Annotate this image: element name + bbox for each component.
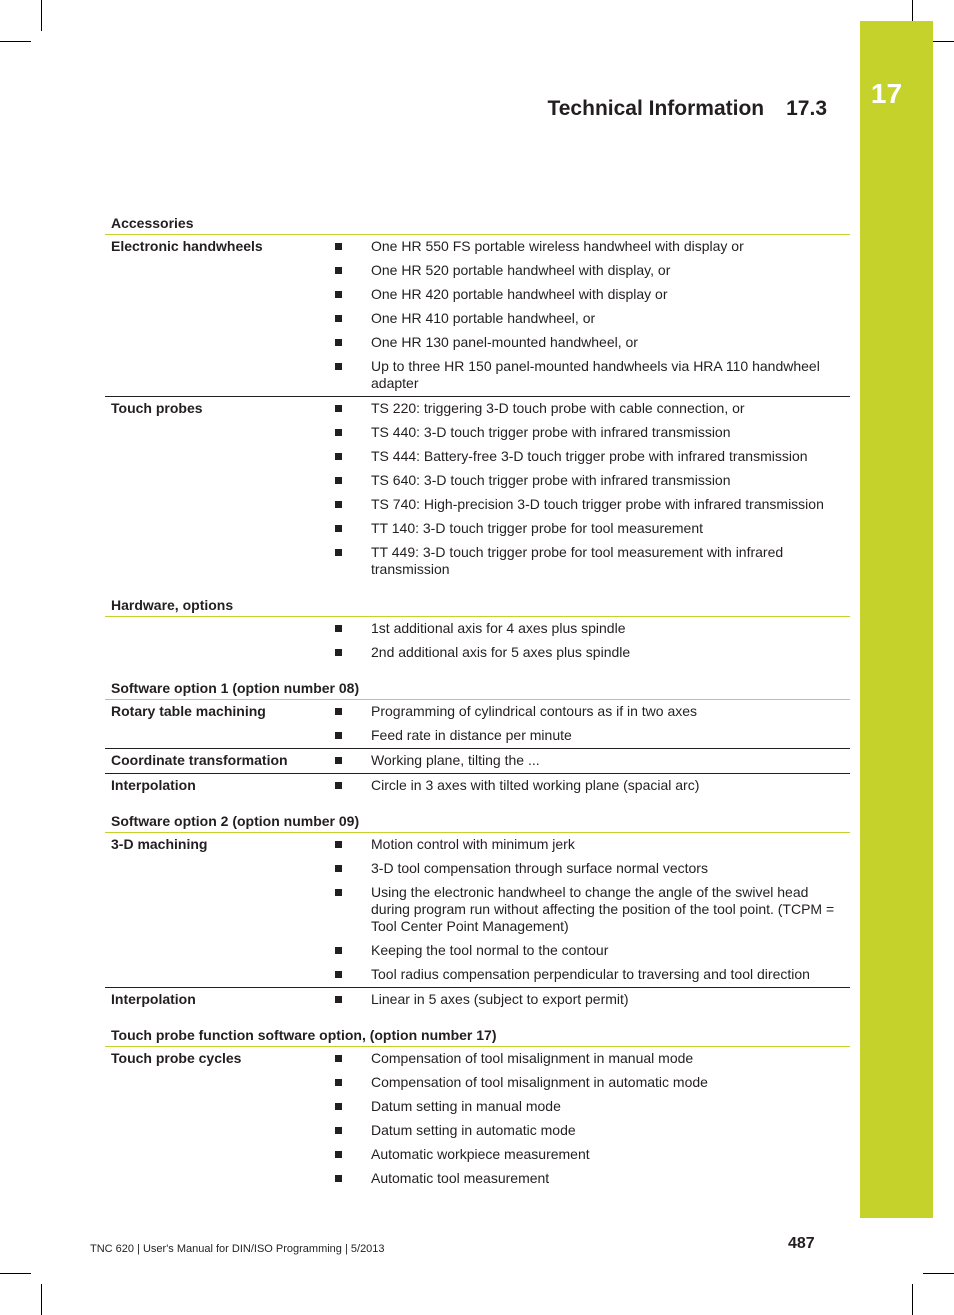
square-bullet-icon	[335, 453, 342, 460]
list-item	[334, 939, 850, 963]
list-item	[334, 517, 850, 541]
list-item-text: TS 440: 3-D touch trigger probe with infrared transmission	[371, 424, 731, 440]
section-title: Software option 2 (option number 09)	[105, 810, 850, 833]
square-bullet-icon	[335, 649, 342, 656]
list-item-text: Automatic workpiece measurement	[371, 1146, 590, 1162]
square-bullet-icon	[335, 708, 342, 715]
list-item	[334, 857, 850, 881]
list-item	[334, 617, 850, 641]
list-item	[334, 833, 850, 857]
section-title: Accessories	[105, 212, 850, 235]
list-item-text: Tool radius compensation perpendicular to traversing and tool direction	[371, 966, 810, 982]
list-item	[334, 307, 850, 331]
list-item	[334, 1095, 850, 1119]
bullet-list	[334, 749, 850, 773]
list-item	[334, 355, 850, 396]
table-row	[105, 988, 850, 1012]
list-item	[334, 1119, 850, 1143]
square-bullet-icon	[335, 732, 342, 739]
list-item	[334, 541, 850, 582]
square-bullet-icon	[335, 291, 342, 298]
list-item-text: Linear in 5 axes (subject to export permit)	[371, 991, 629, 1007]
list-item-text: TS 740: High-precision 3-D touch trigger probe with infrared transmission	[371, 496, 824, 512]
list-item-text: Keeping the tool normal to the contour	[371, 942, 609, 958]
header-title: Technical Information	[547, 97, 765, 120]
list-item	[334, 1071, 850, 1095]
list-item-text: One HR 130 panel-mounted handwheel, or	[371, 334, 638, 350]
list-item	[334, 749, 850, 773]
list-item	[334, 1167, 850, 1191]
list-item	[334, 493, 850, 517]
list-item-text: 2nd additional axis for 5 axes plus spindle	[371, 644, 631, 660]
list-item	[334, 283, 850, 307]
page-header	[547, 97, 827, 121]
list-item	[334, 881, 850, 939]
list-item-text: Feed rate in distance per minute	[371, 727, 572, 743]
square-bullet-icon	[335, 971, 342, 978]
bullet-list	[334, 235, 850, 396]
list-item-text: Using the electronic handwheel to change the angle of the swivel head during program run without affecting the position of the tool point. (TCPM = Tool Center Point Management)	[371, 884, 835, 934]
bullet-list	[334, 700, 850, 748]
square-bullet-icon	[335, 947, 342, 954]
square-bullet-icon	[335, 525, 342, 532]
square-bullet-icon	[335, 405, 342, 412]
row-label: Coordinate transformation	[111, 752, 288, 768]
list-item-text: Programming of cylindrical contours as if in two axes	[371, 703, 698, 719]
square-bullet-icon	[335, 1079, 342, 1086]
table-row	[105, 833, 850, 988]
row-label: Electronic handwheels	[111, 238, 263, 254]
square-bullet-icon	[335, 549, 342, 556]
list-item-text: Motion control with minimum jerk	[371, 836, 575, 852]
row-label: Interpolation	[111, 777, 196, 793]
bullet-list	[334, 988, 850, 1012]
square-bullet-icon	[335, 865, 342, 872]
list-item	[334, 724, 850, 748]
square-bullet-icon	[335, 1151, 342, 1158]
square-bullet-icon	[335, 429, 342, 436]
table-row	[105, 617, 850, 665]
list-item-text: 1st additional axis for 4 axes plus spindle	[371, 620, 626, 636]
list-item-text: One HR 550 FS portable wireless handwheel with display or	[371, 238, 744, 254]
list-item-text: Circle in 3 axes with tilted working plane (spacial arc)	[371, 777, 700, 793]
square-bullet-icon	[335, 889, 342, 896]
table-row	[105, 700, 850, 749]
footer-text: TNC 620 | User's Manual for DIN/ISO Programming | 5/2013	[90, 1243, 385, 1255]
list-item-text: Compensation of tool misalignment in automatic mode	[371, 1074, 708, 1090]
spec-table	[105, 212, 850, 1191]
list-item-text: One HR 520 portable handwheel with display, or	[371, 262, 671, 278]
square-bullet-icon	[335, 243, 342, 250]
list-item	[334, 445, 850, 469]
square-bullet-icon	[335, 315, 342, 322]
list-item	[334, 331, 850, 355]
table-row	[105, 397, 850, 582]
chapter-tab	[860, 21, 933, 1218]
square-bullet-icon	[335, 477, 342, 484]
list-item-text: Up to three HR 150 panel-mounted handwheels via HRA 110 handwheel adapter	[371, 358, 820, 391]
bullet-list	[334, 833, 850, 987]
list-item-text: Automatic tool measurement	[371, 1170, 550, 1186]
chapter-number: 17	[870, 78, 903, 109]
table-row	[105, 235, 850, 397]
list-item	[334, 259, 850, 283]
header-section: 17.3	[786, 97, 827, 120]
square-bullet-icon	[335, 1055, 342, 1062]
crop-mark	[41, 1284, 42, 1315]
crop-mark	[0, 1273, 31, 1274]
list-item-text: Datum setting in manual mode	[371, 1098, 561, 1114]
list-item-text: One HR 420 portable handwheel with display or	[371, 286, 668, 302]
list-item-text: TT 140: 3-D touch trigger probe for tool measurement	[371, 520, 704, 536]
list-item-text: TS 640: 3-D touch trigger probe with infrared transmission	[371, 472, 731, 488]
list-item	[334, 774, 850, 798]
row-label	[105, 617, 334, 665]
square-bullet-icon	[335, 757, 342, 764]
section-title: Software option 1 (option number 08)	[105, 677, 850, 700]
square-bullet-icon	[335, 267, 342, 274]
row-label: Touch probes	[111, 400, 203, 416]
crop-mark	[912, 1284, 913, 1315]
list-item	[334, 1047, 850, 1071]
list-item	[334, 421, 850, 445]
crop-mark	[923, 1273, 954, 1274]
square-bullet-icon	[335, 841, 342, 848]
row-label: 3-D machining	[111, 836, 208, 852]
list-item-text: One HR 410 portable handwheel, or	[371, 310, 596, 326]
square-bullet-icon	[335, 501, 342, 508]
list-item	[334, 641, 850, 665]
list-item	[334, 397, 850, 421]
square-bullet-icon	[335, 1127, 342, 1134]
list-item-text: TS 444: Battery-free 3-D touch trigger probe with infrared transmission	[371, 448, 808, 464]
square-bullet-icon	[335, 1175, 342, 1182]
list-item	[334, 963, 850, 987]
square-bullet-icon	[335, 1103, 342, 1110]
crop-mark	[0, 41, 31, 42]
bullet-list	[334, 774, 850, 798]
row-label: Interpolation	[111, 991, 196, 1007]
table-row	[105, 1047, 850, 1191]
bullet-list	[334, 617, 850, 665]
list-item	[334, 469, 850, 493]
row-label: Touch probe cycles	[111, 1050, 242, 1066]
row-label: Rotary table machining	[111, 703, 266, 719]
crop-mark	[41, 0, 42, 31]
bullet-list	[334, 397, 850, 582]
list-item	[334, 235, 850, 259]
list-item	[334, 1143, 850, 1167]
list-item-text: Datum setting in automatic mode	[371, 1122, 576, 1138]
table-row	[105, 774, 850, 798]
square-bullet-icon	[335, 625, 342, 632]
list-item-text: Working plane, tilting the ...	[371, 752, 540, 768]
list-item-text: TS 220: triggering 3-D touch probe with cable connection, or	[371, 400, 745, 416]
bullet-list	[334, 1047, 850, 1191]
square-bullet-icon	[335, 782, 342, 789]
page-number: 487	[788, 1235, 815, 1252]
section-title: Touch probe function software option, (option number 17)	[105, 1024, 850, 1047]
list-item-text: TT 449: 3-D touch trigger probe for tool measurement with infrared transmission	[371, 544, 784, 577]
square-bullet-icon	[335, 996, 342, 1003]
list-item-text: 3-D tool compensation through surface normal vectors	[371, 860, 708, 876]
list-item	[334, 700, 850, 724]
square-bullet-icon	[335, 363, 342, 370]
list-item	[334, 988, 850, 1012]
list-item-text: Compensation of tool misalignment in manual mode	[371, 1050, 694, 1066]
section-title: Hardware, options	[105, 594, 850, 617]
table-row	[105, 749, 850, 774]
square-bullet-icon	[335, 339, 342, 346]
